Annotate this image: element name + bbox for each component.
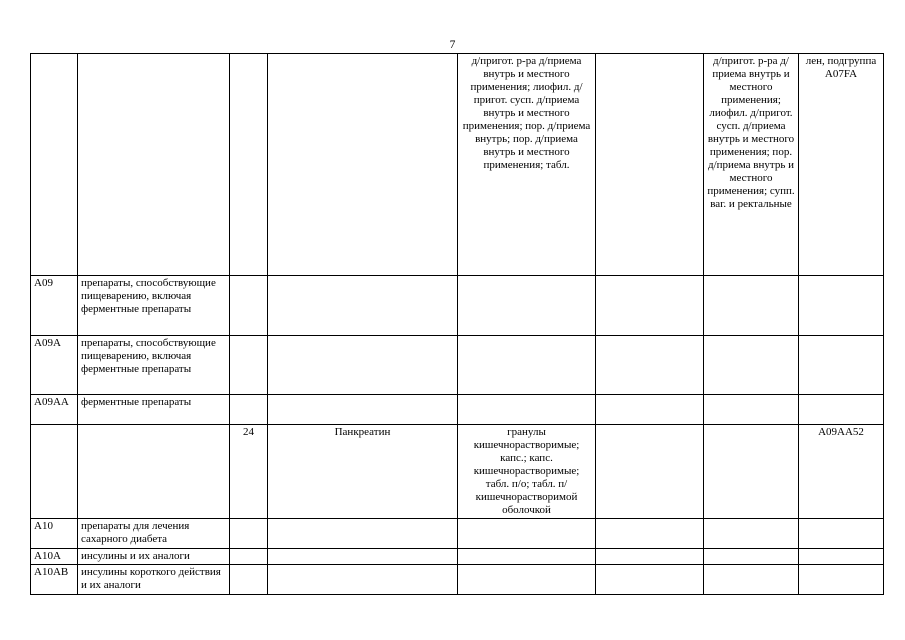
dosage-forms-alt-cell: [704, 519, 799, 549]
atc-group-cell: [799, 549, 884, 565]
empty-cell: [596, 276, 704, 336]
empty-cell: [596, 565, 704, 595]
item-number-cell: [230, 395, 268, 425]
table-row: [31, 54, 884, 276]
atc-name-cell: инсулины короткого действия и их аналоги: [78, 565, 230, 595]
dosage-forms-alt-cell: [704, 395, 799, 425]
atc-group-cell: [799, 565, 884, 595]
atc-name-cell: [78, 54, 230, 276]
inn-cell: [268, 565, 458, 595]
dosage-forms-alt-cell: [704, 549, 799, 565]
item-number-cell: [230, 565, 268, 595]
dosage-forms-alt-cell: [704, 425, 799, 519]
empty-cell: [596, 336, 704, 395]
atc-name-cell: препараты, способствующие пищеварению, включая ферментные препараты: [78, 336, 230, 395]
atc-group-cell: [799, 336, 884, 395]
atc-code-cell: A10: [31, 519, 78, 549]
atc-group-cell: [799, 395, 884, 425]
dosage-forms-cell: [458, 336, 596, 395]
item-number-cell: 24: [230, 425, 268, 519]
inn-cell: [268, 336, 458, 395]
dosage-forms-cell: [458, 519, 596, 549]
inn-cell: [268, 276, 458, 336]
atc-group-cell: лен, подгруппа A07FA: [799, 54, 884, 276]
empty-cell: [596, 549, 704, 565]
atc-name-cell: препараты, способствующие пищеварению, включая ферментные препараты: [78, 276, 230, 336]
dosage-forms-alt-cell: [704, 565, 799, 595]
atc-code-cell: A09AA: [31, 395, 78, 425]
atc-code-cell: A09A: [31, 336, 78, 395]
item-number-cell: [230, 276, 268, 336]
dosage-forms-cell: гранулы кишечнорастворимые; капс.; капс. кишечнорастворимые; табл. п/о; табл. п/кишечнорастворимой оболочкой: [458, 425, 596, 519]
atc-name-cell: [78, 425, 230, 519]
item-number-cell: [230, 549, 268, 565]
inn-cell: [268, 395, 458, 425]
atc-code-cell: [31, 425, 78, 519]
atc-group-cell: [799, 276, 884, 336]
dosage-forms-cell: [458, 549, 596, 565]
atc-code-cell: A10AB: [31, 565, 78, 595]
table-row: [31, 565, 884, 595]
table-row: [31, 276, 884, 336]
dosage-forms-cell: [458, 565, 596, 595]
item-number-cell: [230, 54, 268, 276]
item-number-cell: [230, 519, 268, 549]
table-row: [31, 519, 884, 549]
dosage-forms-cell: д/пригот. р-ра д/приема внутрь и местного применения; лиофил. д/пригот. сусп. д/приема внутрь и местного применения; пор. д/приема внутрь; пор. д/приема внутрь и местного применения; табл.: [458, 54, 596, 276]
atc-code-cell: A10A: [31, 549, 78, 565]
inn-cell: Панкреатин: [268, 425, 458, 519]
atc-name-cell: препараты для лечения сахарного диабета: [78, 519, 230, 549]
table-row: [31, 425, 884, 519]
inn-cell: [268, 519, 458, 549]
dosage-forms-alt-cell: [704, 336, 799, 395]
empty-cell: [596, 54, 704, 276]
atc-name-cell: ферментные препараты: [78, 395, 230, 425]
empty-cell: [596, 395, 704, 425]
inn-cell: [268, 54, 458, 276]
dosage-forms-cell: [458, 395, 596, 425]
atc-group-cell: [799, 519, 884, 549]
table-row: [31, 336, 884, 395]
atc-code-cell: [31, 54, 78, 276]
page-number: 7: [449, 39, 456, 51]
table-row: [31, 395, 884, 425]
dosage-forms-alt-cell: [704, 276, 799, 336]
atc-name-cell: инсулины и их аналоги: [78, 549, 230, 565]
inn-cell: [268, 549, 458, 565]
table-row: [31, 549, 884, 565]
empty-cell: [596, 425, 704, 519]
atc-code-cell: A09: [31, 276, 78, 336]
dosage-forms-alt-cell: д/пригот. р-ра д/приема внутрь и местного применения; лиофил. д/пригот. сусп. д/приема внутрь и местного применения; пор. д/приема внутрь и местного применения; супп. ваг. и ректальные: [704, 54, 799, 276]
empty-cell: [596, 519, 704, 549]
dosage-forms-cell: [458, 276, 596, 336]
atc-group-cell: A09AA52: [799, 425, 884, 519]
drug-list-table: [30, 53, 884, 595]
item-number-cell: [230, 336, 268, 395]
